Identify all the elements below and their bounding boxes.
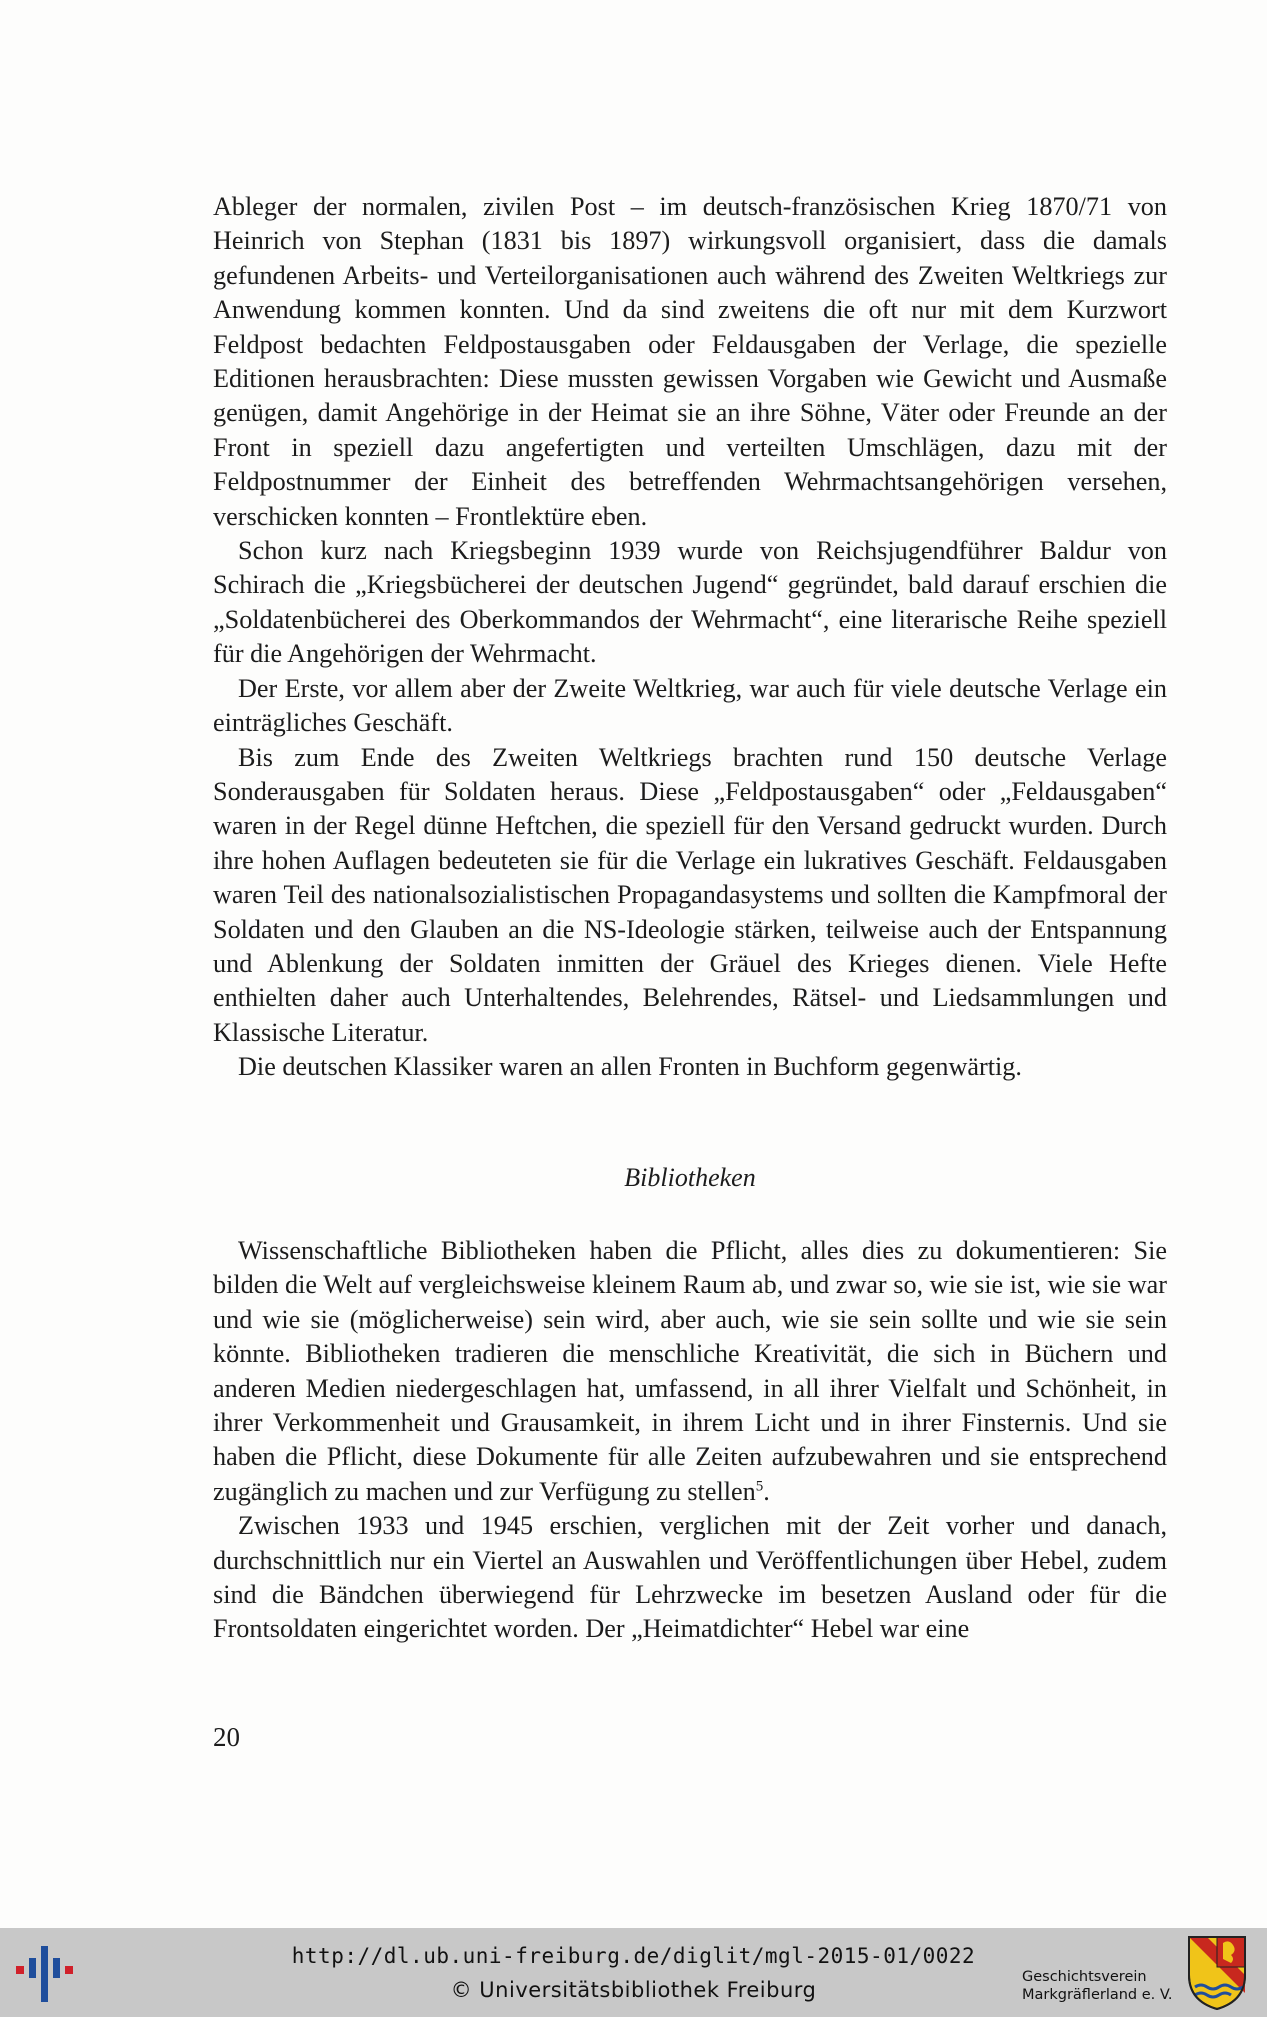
paragraph: Die deutschen Klassiker waren an allen Fronten in Buchform gegenwärtig. (238, 1052, 1022, 1082)
footnote-mark[interactable]: 5 (755, 1478, 764, 1495)
body-text-top (213, 190, 1167, 1085)
paragraph: Schon kurz nach Kriegsbeginn 1939 wurde von Reichsjugendführer Baldur von Schirach die „Kriegsbücherei der deutschen Jugend“ gegründet, bald darauf erschien die „Soldatenbücherei des Oberkommandos der Wehrmacht“, eine literarische Reihe speziell für die Angehörigen der Wehrmacht. (213, 536, 1167, 669)
footer-bar (0, 1928, 1267, 2017)
society-line: Markgräflerland e. V. (1022, 1987, 1173, 2003)
copyright-text: © Universitätsbibliothek Freiburg (450, 1978, 817, 2002)
page-number: 20 (213, 1722, 240, 1752)
section-heading: Bibliotheken (624, 1163, 756, 1192)
paragraph: Bis zum Ende des Zweiten Weltkriegs brachten rund 150 deutsche Verlage Sonderausgaben für Soldaten heraus. Diese „Feldpostausgaben“ oder „Feldausgaben“ waren in der Regel dünne Heftchen, die speziell für den Versand gedruckt wurden. Durch ihre hohen Auflagen bedeuteten sie für die Verlage ein lukratives Geschäft. Feldausgaben waren Teil des nationalsozialistischen Propagandasystems und sollten die Kampfmoral der Soldaten und den Glauben an die NS-Ideologie stärken, teilweise auch der Entspannung und Ablenkung der Soldaten inmitten der Gräuel des Krieges dienen. Viele Hefte enthielten daher auch Unterhaltendes, Belehrendes, Rätsel- und Liedsammlungen und Klassische Literatur. (213, 742, 1167, 1047)
coat-of-arms-icon (1187, 1935, 1247, 2011)
permalink-url[interactable]: http://dl.ub.uni-freiburg.de/diglit/mgl-2015-01/0022 (291, 1944, 976, 1968)
society-line: Geschichtsverein (1022, 1969, 1147, 1985)
paragraph: Ableger der normalen, zivilen Post – im deutsch-französischen Krieg 1870/71 von Heinrich von Stephan (1831 bis 1897) wirkungsvoll organisiert, dass die damals gefundenen Arbeits- und Verteilorganisationen auch während des Zweiten Weltkriegs zur Anwendung kommen konnten. Und da sind zweitens die oft nur mit dem Kurzwort Feldpost bedachten Feldpostausgaben oder Feldausgaben der Verlage, die spezielle Editionen herausbrachten: Diese mussten gewissen Vorgaben wie Gewicht und Ausmaße genügen, damit Angehörige in der Heimat sie an ihre Söhne, Väter oder Freunde an der Front in speziell dazu angefertigten und verteilten Umschlägen, dazu mit der Feldpostnummer der Einheit des betreffenden Wehrmachtsangehörigen versehen, verschicken konnten – Frontlektüre eben. (213, 192, 1167, 531)
body-text-bottom (213, 1234, 1167, 1647)
paragraph (213, 1234, 1167, 1509)
society-name (1022, 1968, 1173, 2004)
paragraph-end: . (763, 1476, 770, 1506)
paragraph-text: Wissenschaftliche Bibliotheken haben die Pflicht, alles dies zu dokumentieren: Sie bilden die Welt auf vergleichsweise kleinem Raum ab, und zwar so, wie sie ist, wie sie war und wie sie (möglicherweise) sein wird, aber auch, wie sie sein sollte und wie sie sein könnte. Bibliotheken tradieren die menschliche Kreativität, die sich in Büchern und anderen Medien niedergeschlagen hat, umfassend, in all ihrer Vielfalt und Schönheit, in ihrer Verkommenheit und Grausamkeit, in ihrem Licht und in ihrer Finsternis. Und sie haben die Pflicht, diese Dokumente für alle Zeiten aufzubewahren und sie entsprechend zugänglich zu machen und zur Verfügung zu stellen (213, 1236, 1167, 1506)
paragraph: Zwischen 1933 und 1945 erschien, verglichen mit der Zeit vorher und danach, durchschnittlich nur ein Viertel an Auswahlen und Veröffentlichungen über Hebel, zudem sind die Bändchen überwiegend für Lehrzwecke im besetzen Ausland oder für die Frontsoldaten eingerichtet worden. Der „Heimatdichter“ Hebel war eine (213, 1511, 1167, 1644)
paragraph: Der Erste, vor allem aber der Zweite Weltkrieg, war auch für viele deutsche Verlage ein einträgliches Geschäft. (213, 673, 1167, 738)
